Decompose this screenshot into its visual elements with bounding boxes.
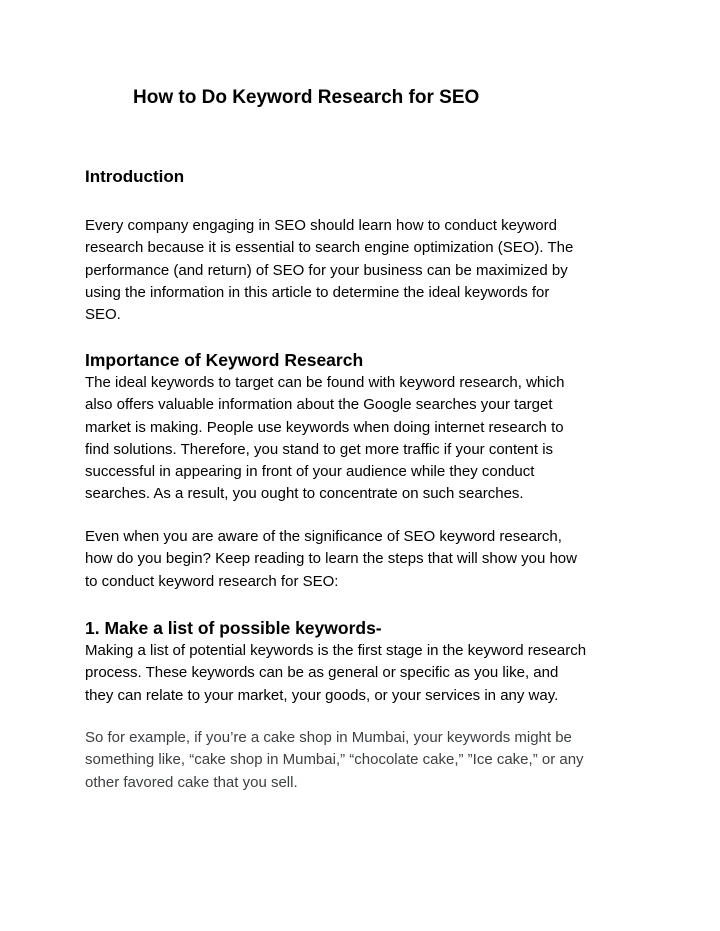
paragraph-line: SEO. bbox=[85, 306, 121, 324]
paragraph-line: other favored cake that you sell. bbox=[85, 773, 298, 791]
step-1-paragraph-1 bbox=[85, 640, 645, 707]
introduction-paragraph bbox=[85, 215, 645, 326]
step-1-paragraph-2 bbox=[85, 727, 645, 794]
paragraph-line: process. These keywords can be as general or specific as you like, and bbox=[85, 664, 559, 682]
importance-paragraph-2 bbox=[85, 526, 645, 593]
paragraph-line: research because it is essential to search engine optimization (SEO). The bbox=[85, 239, 574, 257]
importance-heading: Importance of Keyword Research bbox=[85, 350, 364, 370]
paragraph-line: also offers valuable information about the Google searches your target bbox=[85, 396, 553, 414]
paragraph-line: find solutions. Therefore, you stand to get more traffic if your content is bbox=[85, 440, 554, 458]
paragraph-line: successful in appearing in front of your audience while they conduct bbox=[85, 463, 535, 481]
introduction-heading: Introduction bbox=[85, 167, 185, 186]
document-title: How to Do Keyword Research for SEO bbox=[133, 87, 480, 108]
paragraph-line: to conduct keyword research for SEO: bbox=[85, 572, 339, 590]
importance-paragraph-1 bbox=[85, 372, 645, 506]
paragraph-line: Making a list of potential keywords is the first stage in the keyword research bbox=[85, 642, 587, 659]
step-1-heading: 1. Make a list of possible keywords- bbox=[85, 618, 382, 638]
paragraph-line: something like, “cake shop in Mumbai,” “chocolate cake,” ”Ice cake,” or any bbox=[85, 751, 584, 769]
paragraph-line: Every company engaging in SEO should learn how to conduct keyword bbox=[85, 217, 557, 234]
paragraph-line: using the information in this article to determine the ideal keywords for bbox=[85, 283, 550, 301]
paragraph-line: they can relate to your market, your goods, or your services in any way. bbox=[85, 686, 559, 704]
paragraph-line: Even when you are aware of the significance of SEO keyword research, bbox=[85, 528, 562, 545]
paragraph-line: performance (and return) of SEO for your business can be maximized by bbox=[85, 261, 568, 279]
paragraph-line: how do you begin? Keep reading to learn the steps that will show you how bbox=[85, 550, 577, 568]
paragraph-line: The ideal keywords to target can be found with keyword research, which bbox=[85, 374, 565, 391]
paragraph-line: market is making. People use keywords when doing internet research to bbox=[85, 418, 564, 436]
paragraph-line: So for example, if you’re a cake shop in Mumbai, your keywords might be bbox=[85, 729, 572, 746]
paragraph-line: searches. As a result, you ought to concentrate on such searches. bbox=[85, 485, 524, 503]
